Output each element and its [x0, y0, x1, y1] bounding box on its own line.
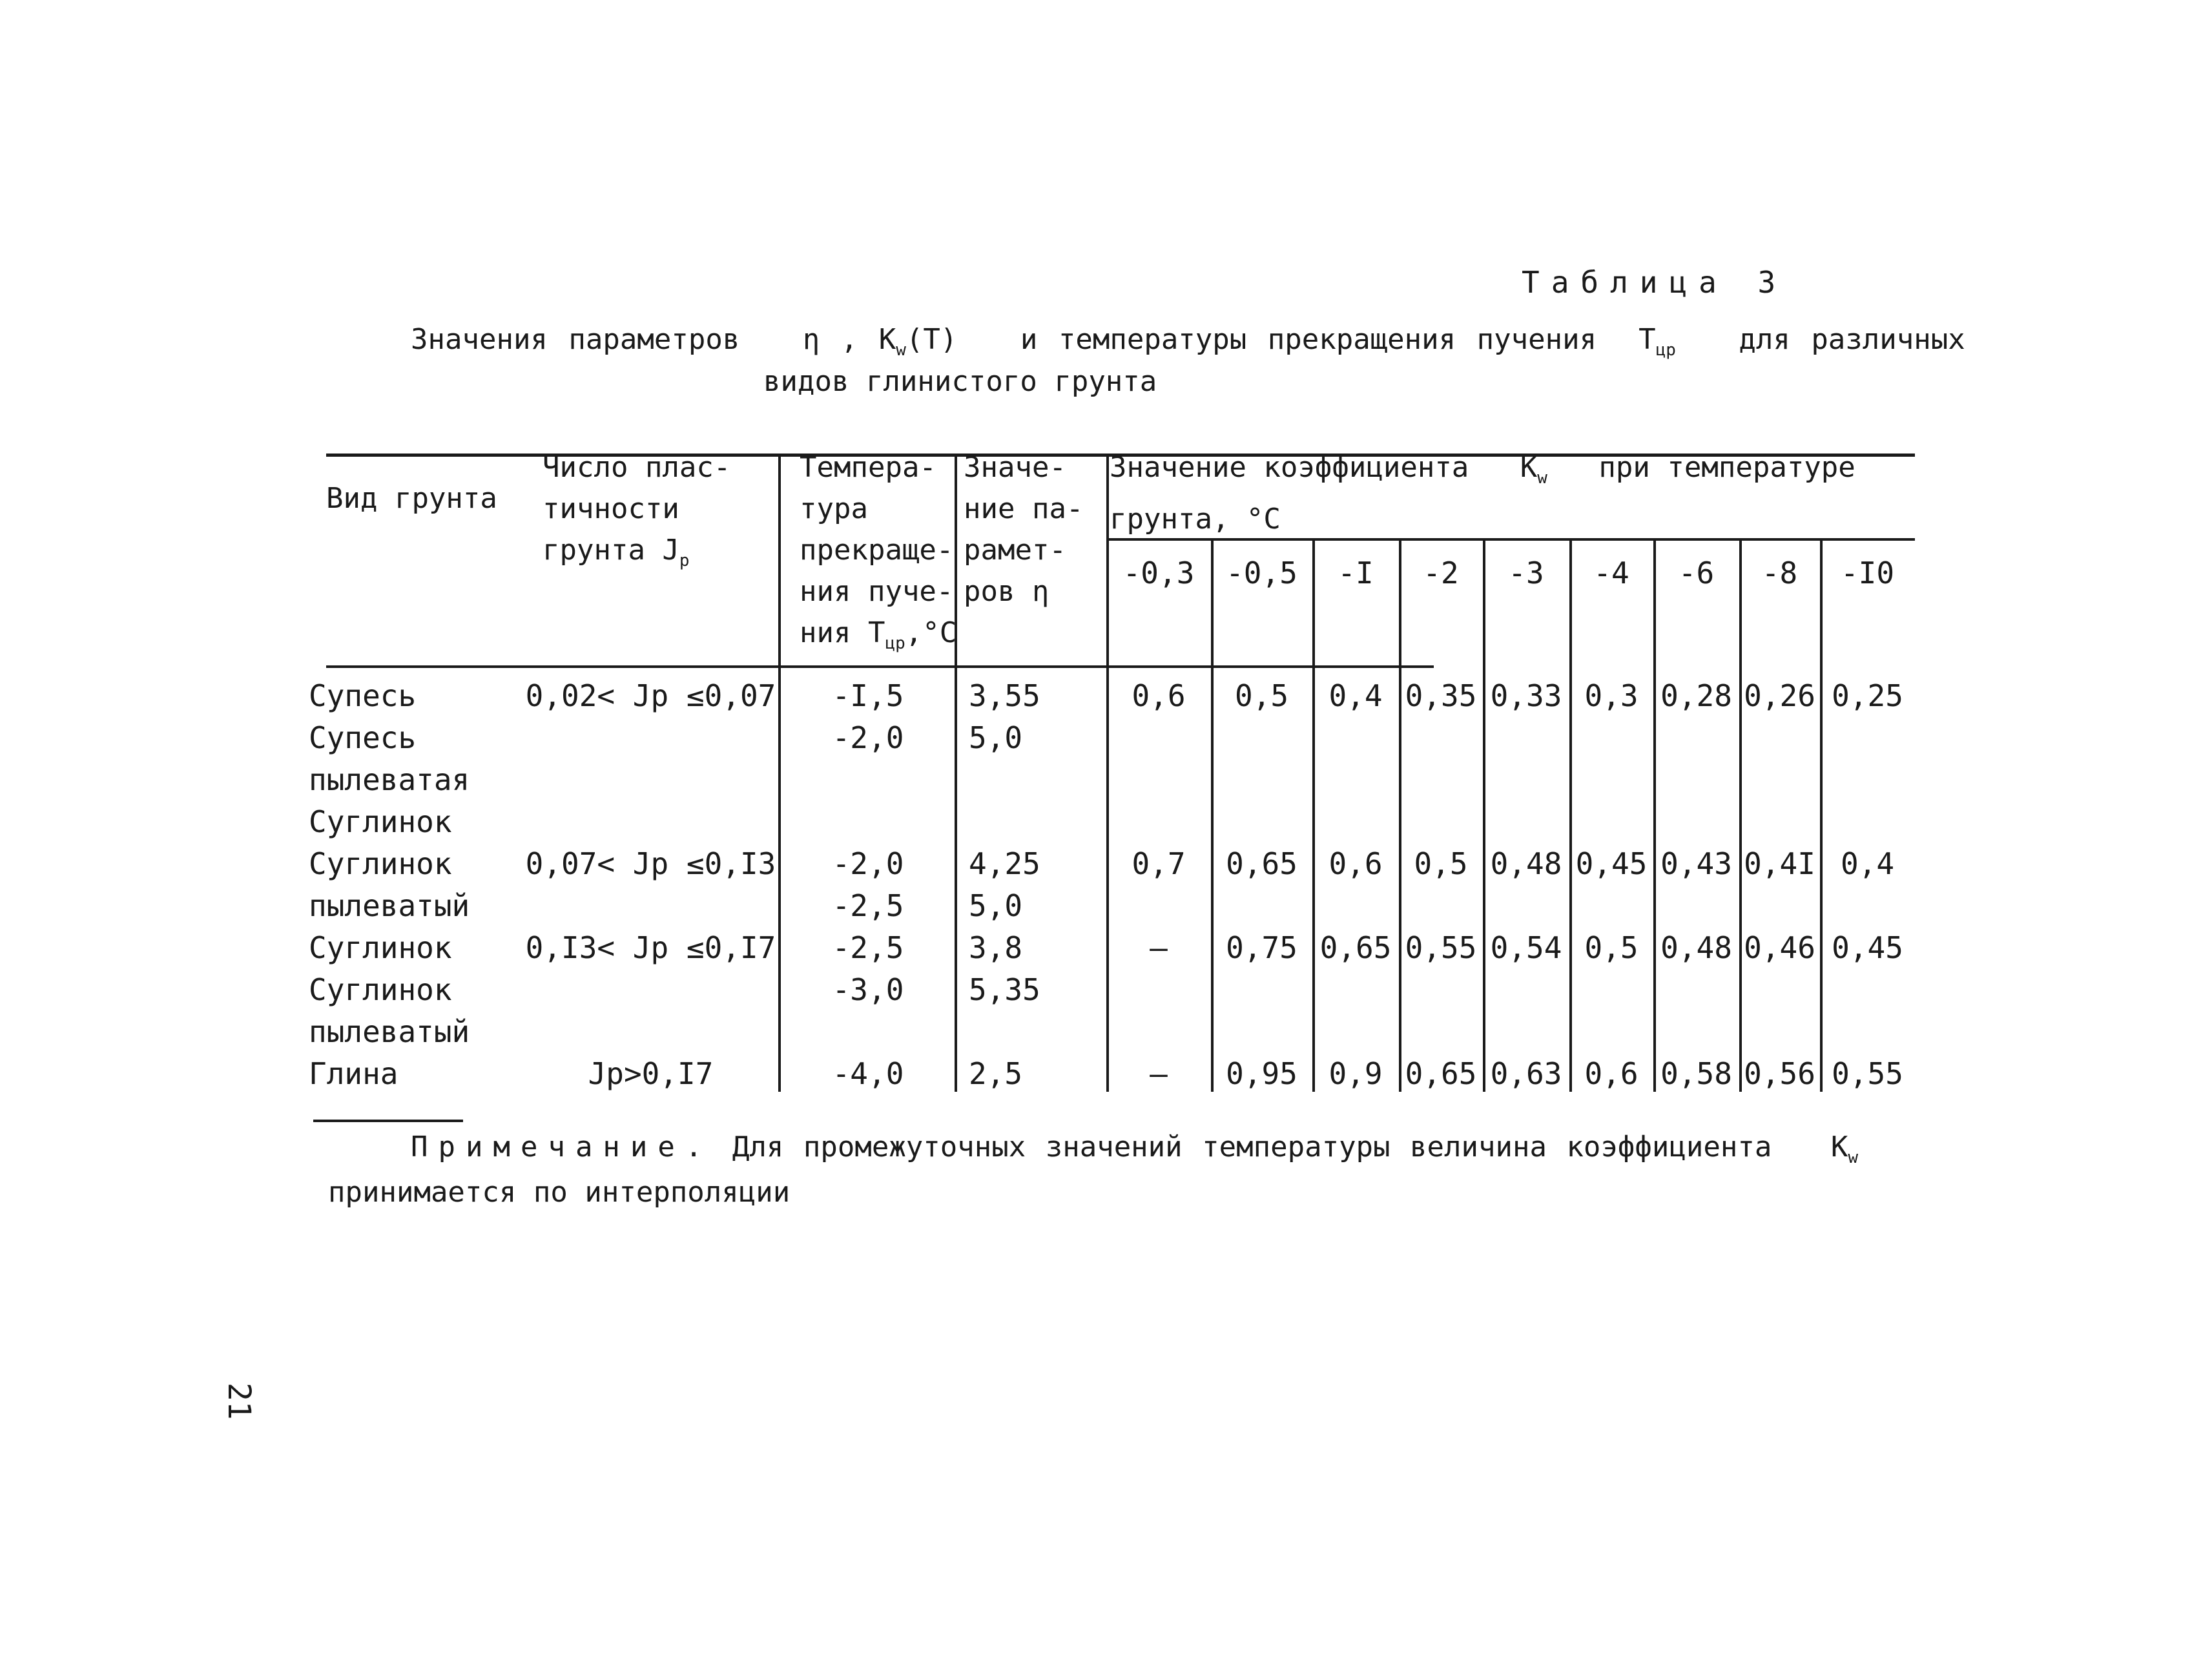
cell-coefficient: 0,45: [1575, 846, 1648, 881]
cell-coefficient: 0,48: [1490, 846, 1562, 881]
cell-coefficient: 0,58: [1660, 1056, 1732, 1091]
cell-eta: 3,55: [969, 678, 1040, 713]
cell-coefficient: –: [1150, 1056, 1168, 1091]
cell-soil-type: пылеватая: [309, 762, 470, 797]
table-number: Таблица 3: [1522, 265, 1788, 300]
header-soil-type: Вид грунта: [326, 482, 497, 515]
cell-temperature: -2,5: [832, 888, 904, 923]
header-eta: Значе- ние па- рамет- ров η: [964, 451, 1084, 608]
cell-coefficient: 0,54: [1490, 930, 1562, 965]
cell-temperature: -2,5: [832, 930, 904, 965]
cell-coefficient: 0,26: [1744, 678, 1815, 713]
caption-tsym: $T_{цр}$: [1638, 323, 1676, 360]
temperature-header: -0,5: [1226, 556, 1297, 590]
cell-soil-type: пылеватый: [309, 1014, 470, 1049]
cell-coefficient: 0,75: [1226, 930, 1297, 965]
table-caption-line1: [411, 323, 1965, 360]
cell-coefficient: 0,43: [1660, 846, 1732, 881]
header-coefficient-group: Значение коэффициента $K_w$ при температуре грунта, °C: [1110, 451, 1855, 536]
note-symbol: $K_w$: [1830, 1131, 1858, 1167]
cell-coefficient: 0,55: [1832, 1056, 1903, 1091]
cell-coefficient: 0,63: [1490, 1056, 1562, 1091]
temperature-header: -3: [1508, 556, 1544, 590]
cell-coefficient: 0,3: [1584, 678, 1638, 713]
temperature-header: -8: [1761, 556, 1798, 590]
temperature-header: -4: [1593, 556, 1629, 590]
cell-temperature: -2,0: [832, 846, 904, 881]
cell-coefficient: 0,25: [1832, 678, 1903, 713]
cell-coefficient: 0,6: [1584, 1056, 1638, 1091]
caption-part2: и температуры прекращения пучения: [1020, 323, 1597, 356]
cell-soil-type: Суглинок: [309, 930, 452, 965]
cell-soil-type: Суглинок: [309, 846, 452, 881]
cell-eta: 5,35: [969, 972, 1040, 1007]
note-text: Для промежуточных значений температуры величина коэффициента: [732, 1131, 1772, 1163]
cell-soil-type: Супесь: [309, 720, 417, 755]
cell-coefficient: 0,65: [1319, 930, 1392, 965]
cell-eta: 5,0: [969, 888, 1023, 923]
cell-coefficient: 0,6: [1328, 846, 1383, 881]
cell-eta: 4,25: [969, 846, 1040, 881]
cell-coefficient: 0,55: [1405, 930, 1477, 965]
note-lead: Примечание.: [411, 1131, 713, 1163]
note-line1: [411, 1131, 1858, 1167]
header-temperature: Темпера- тура прекраще- ния пуче- ния $T_{цр},^\circ C$: [800, 451, 957, 653]
cell-coefficient: 0,5: [1234, 678, 1289, 713]
cell-coefficient: 0,35: [1405, 678, 1477, 713]
cell-coefficient: 0,7: [1132, 846, 1186, 881]
caption-symbols: η , $K_w(T)$: [802, 323, 958, 360]
cell-temperature: -4,0: [832, 1056, 904, 1091]
header-plasticity: Число плас- тичности грунта $J_p$: [543, 451, 731, 570]
cell-coefficient: 0,28: [1660, 678, 1732, 713]
temperature-header: -6: [1678, 556, 1715, 590]
table-caption-line2: видов глинистого грунта: [763, 365, 1157, 398]
cell-temperature: -I,5: [832, 678, 904, 713]
cell-coefficient: 0,56: [1744, 1056, 1815, 1091]
cell-soil-type: Глина: [309, 1056, 398, 1091]
cell-plasticity: 0,02< Jp ≤0,07: [525, 678, 776, 713]
cell-coefficient: 0,6: [1132, 678, 1186, 713]
cell-coefficient: 0,5: [1584, 930, 1638, 965]
cell-coefficient: 0,45: [1832, 930, 1903, 965]
cell-coefficient: 0,4: [1840, 846, 1895, 881]
cell-soil-type: Суглинок: [309, 804, 452, 839]
cell-soil-type: пылеватый: [309, 888, 470, 923]
cell-coefficient: 0,5: [1414, 846, 1468, 881]
cell-eta: 5,0: [969, 720, 1023, 755]
caption-part1: Значения параметров: [411, 323, 740, 356]
cell-soil-type: Супесь: [309, 678, 417, 713]
cell-coefficient: 0,4I: [1744, 846, 1815, 881]
caption-part3: для различных: [1739, 323, 1965, 356]
temperature-header: -I: [1338, 556, 1374, 590]
temperature-header: -0,3: [1122, 556, 1195, 590]
cell-eta: 3,8: [969, 930, 1023, 965]
cell-eta: 2,5: [969, 1056, 1023, 1091]
temperature-header: -2: [1423, 556, 1459, 590]
cell-coefficient: 0,65: [1226, 846, 1297, 881]
cell-temperature: -2,0: [832, 720, 904, 755]
cell-coefficient: 0,95: [1226, 1056, 1297, 1091]
temperature-header: -I0: [1840, 556, 1895, 590]
cell-coefficient: 0,4: [1328, 678, 1383, 713]
cell-coefficient: 0,65: [1405, 1056, 1477, 1091]
cell-soil-type: Суглинок: [309, 972, 452, 1007]
page-number: 21: [221, 1382, 257, 1420]
cell-coefficient: 0,46: [1744, 930, 1815, 965]
cell-temperature: -3,0: [832, 972, 904, 1007]
cell-coefficient: –: [1150, 930, 1168, 965]
note-line2: принимается по интерполяции: [328, 1176, 791, 1209]
cell-coefficient: 0,9: [1328, 1056, 1383, 1091]
cell-plasticity: 0,I3< Jp ≤0,I7: [525, 930, 776, 965]
cell-plasticity: 0,07< Jp ≤0,I3: [525, 846, 776, 881]
cell-plasticity: Jp>0,I7: [588, 1056, 714, 1091]
cell-coefficient: 0,33: [1490, 678, 1562, 713]
cell-coefficient: 0,48: [1660, 930, 1732, 965]
